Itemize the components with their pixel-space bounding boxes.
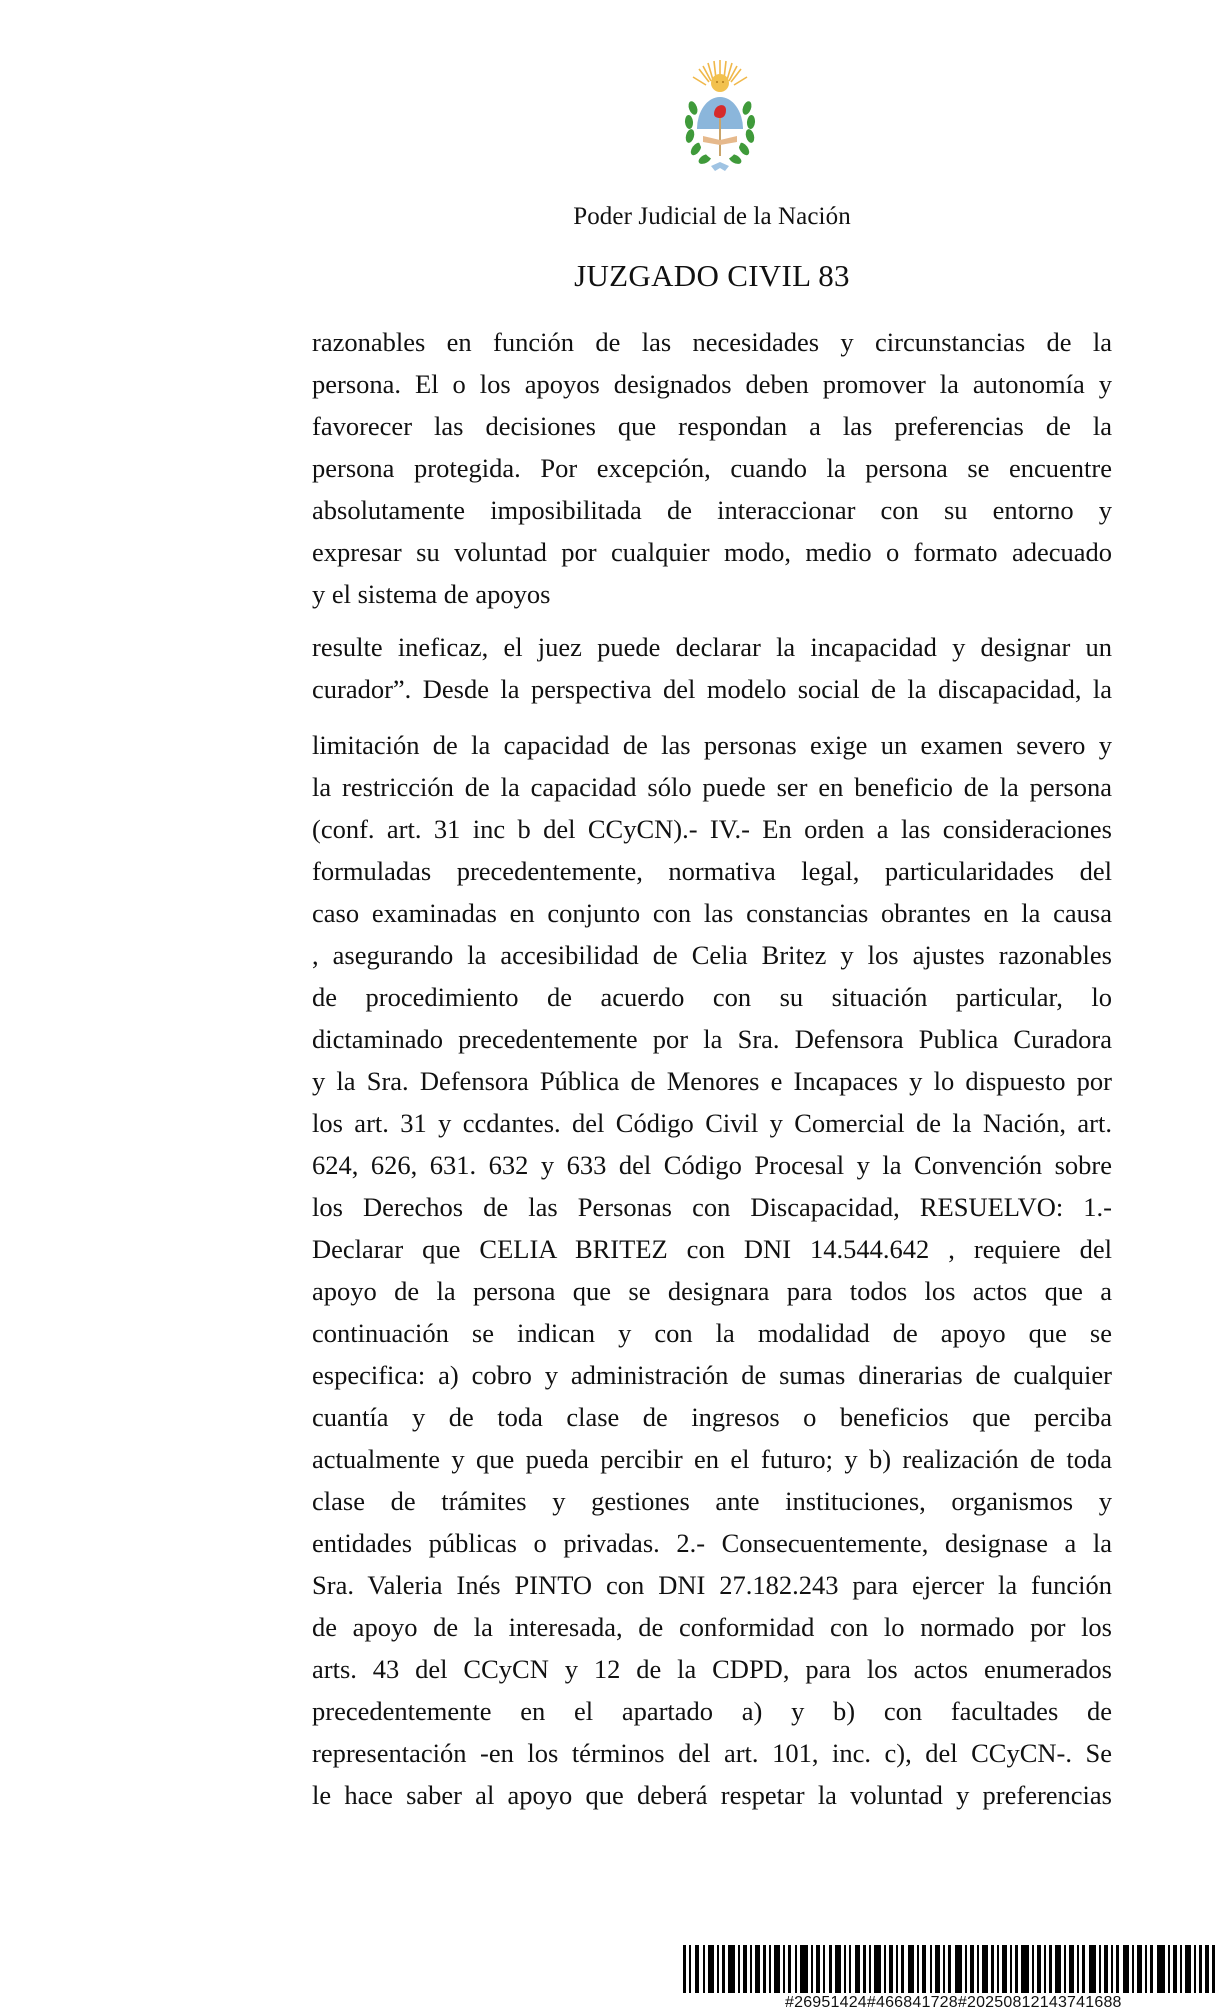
- text-line: resulte ineficaz, el juez puede declarar la incapacidad y designar un: [312, 632, 1112, 662]
- text-line: continuación se indican y con la modalidad de apoyo que se: [312, 1318, 1112, 1348]
- body-paragraph-2: [312, 626, 1112, 710]
- text-line: de procedimiento de acuerdo con su situación particular, lo: [312, 982, 1112, 1012]
- barcode-icon: [683, 1945, 1215, 1993]
- text-line: Sra. Valeria Inés PINTO con DNI 27.182.243 para ejercer la función: [312, 1570, 1112, 1600]
- text-line: apoyo de la persona que se designara para todos los actos que a: [312, 1276, 1112, 1306]
- text-line: Declarar que CELIA BRITEZ con DNI 14.544.642 , requiere del: [312, 1234, 1112, 1264]
- body-paragraph-3: [312, 724, 1112, 1816]
- text-line: (conf. art. 31 inc b del CCyCN).- IV.- En orden a las consideraciones: [312, 814, 1112, 844]
- barcode-number: #26951424#466841728#20250812143741688: [785, 1994, 1122, 2011]
- organization-name: Poder Judicial de la Nación: [573, 203, 851, 230]
- text-line: cuantía y de toda clase de ingresos o beneficios que perciba: [312, 1402, 1112, 1432]
- text-line: de apoyo de la interesada, de conformidad con lo normado por los: [312, 1612, 1112, 1642]
- text-line: especifica: a) cobro y administración de sumas dinerarias de cualquier: [312, 1360, 1112, 1390]
- text-line: arts. 43 del CCyCN y 12 de la CDPD, para los actos enumerados: [312, 1654, 1112, 1684]
- text-line: dictaminado precedentemente por la Sra. Defensora Publica Curadora: [312, 1024, 1112, 1054]
- text-line: expresar su voluntad por cualquier modo, medio o formato adecuado: [312, 537, 1112, 567]
- text-line: caso examinadas en conjunto con las constancias obrantes en la causa: [312, 898, 1112, 928]
- text-line: los Derechos de las Personas con Discapacidad, RESUELVO: 1.-: [312, 1192, 1112, 1222]
- text-line: y el sistema de apoyos: [312, 579, 551, 609]
- body-paragraph-1: [312, 321, 1112, 615]
- text-line: representación -en los términos del art. 101, inc. c), del CCyCN-. Se: [312, 1738, 1112, 1768]
- text-line: la restricción de la capacidad sólo puede ser en beneficio de la persona: [312, 772, 1112, 802]
- court-name: JUZGADO CIVIL 83: [574, 258, 850, 293]
- text-line: los art. 31 y ccdantes. del Código Civil y Comercial de la Nación, art.: [312, 1108, 1112, 1138]
- text-line: persona. El o los apoyos designados deben promover la autonomía y: [312, 369, 1112, 399]
- text-line: favorecer las decisiones que respondan a las preferencias de la: [312, 411, 1112, 441]
- text-line: actualmente y que pueda percibir en el futuro; y b) realización de toda: [312, 1444, 1112, 1474]
- text-line: y la Sra. Defensora Pública de Menores e Incapaces y lo dispuesto por: [312, 1066, 1112, 1096]
- coat-of-arms-icon: [675, 58, 765, 176]
- text-line: 624, 626, 631. 632 y 633 del Código Procesal y la Convención sobre: [312, 1150, 1112, 1180]
- text-line: entidades públicas o privadas. 2.- Consecuentemente, designase a la: [312, 1528, 1112, 1558]
- text-line: le hace saber al apoyo que deberá respetar la voluntad y preferencias: [312, 1780, 1112, 1810]
- text-line: , asegurando la accesibilidad de Celia Britez y los ajustes razonables: [312, 940, 1112, 970]
- text-line: absolutamente imposibilitada de interaccionar con su entorno y: [312, 495, 1112, 525]
- text-line: persona protegida. Por excepción, cuando la persona se encuentre: [312, 453, 1112, 483]
- text-line: curador”. Desde la perspectiva del modelo social de la discapacidad, la: [312, 674, 1112, 704]
- text-line: clase de trámites y gestiones ante instituciones, organismos y: [312, 1486, 1112, 1516]
- text-line: precedentemente en el apartado a) y b) con facultades de: [312, 1696, 1112, 1726]
- text-line: razonables en función de las necesidades y circunstancias de la: [312, 327, 1112, 357]
- text-line: formuladas precedentemente, normativa legal, particularidades del: [312, 856, 1112, 886]
- text-line: limitación de la capacidad de las personas exige un examen severo y: [312, 730, 1112, 760]
